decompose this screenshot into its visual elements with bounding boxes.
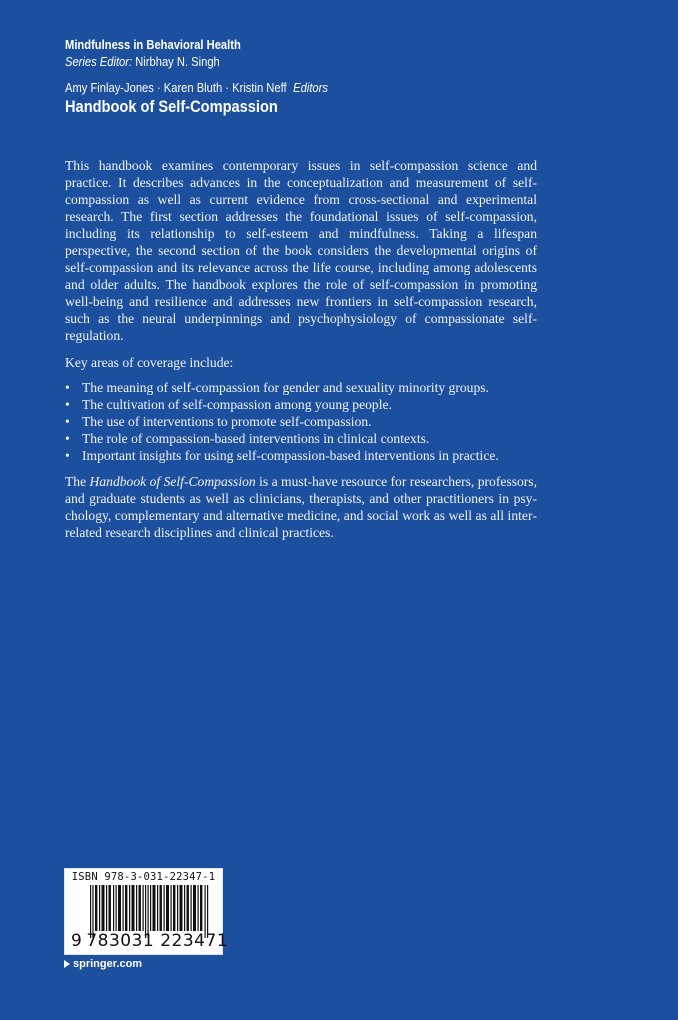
- book-description: [65, 157, 537, 541]
- publisher-link-text[interactable]: springer.com: [73, 958, 143, 970]
- bullet-icon: •: [65, 431, 70, 446]
- closing-paragraph: The Handbook of Self-Compassion is a must-have resource for researchers, professors, and graduate students as well as clinicians, therapists, and other practitioners in psychology, complementary and alternative medicine, and social work as well as all interrelated research disciplines and clinical practices.: [65, 474, 537, 540]
- bullet-icon: •: [65, 380, 70, 395]
- series-title: Mindfulness in Behavioral Health: [65, 37, 241, 52]
- series-editor: [65, 53, 328, 70]
- bullet-icon: •: [65, 414, 70, 429]
- key-areas-list: [65, 379, 537, 464]
- editor-names: Amy Finlay-Jones · Karen Bluth · Kristin Neff: [65, 80, 287, 95]
- bullet-icon: •: [65, 397, 70, 412]
- isbn-barcode-box: [64, 868, 229, 955]
- key-areas-label: Key areas of coverage include:: [65, 355, 234, 370]
- editors-role: Editors: [293, 80, 328, 95]
- book-editors: [65, 79, 328, 96]
- intro-paragraph: This handbook examines contemporary issues in self-compassion science and practice. It describes advances in the conceptualization and measurement of self-compassion as well as current evidence from cross-sectional and experimental research. The first section addresses the foundational issues of self-compassion, including its relationship to self-esteem and mindfulness. Taking a lifespan perspective, the second section of the book considers the developmental origins of self-compassion and its relevance across the life course, including among adolescents and older adults. The handbook explores the role of self-compassion in promoting well-being and resilience and addresses new frontiers in self-compassion research, such as the neural underpinnings and psychophysiology of compassionate self-regulation.: [65, 158, 537, 343]
- series-editor-label: Series Editor:: [65, 54, 133, 69]
- list-item: • The use of interventions to promote self-compassion.: [65, 414, 372, 429]
- series-editor-name: Nirbhay N. Singh: [135, 54, 220, 69]
- barcode-digits: 9 783031 223471: [71, 931, 229, 951]
- list-item: • The meaning of self-compassion for gender and sexuality minority groups.: [65, 380, 489, 395]
- list-item: • The cultivation of self-compassion among young people.: [65, 397, 392, 412]
- publisher-link[interactable]: [64, 958, 142, 970]
- closing-book-title: Handbook of Self-Compassion: [89, 474, 256, 489]
- book-title: Handbook of Self-Compassion: [65, 97, 278, 116]
- triangle-right-icon: [64, 960, 70, 968]
- bullet-icon: •: [65, 448, 70, 463]
- isbn-label: ISBN 978-3-031-22347-1: [71, 871, 216, 883]
- cover-header: [65, 36, 371, 118]
- list-item: • The role of compassion-based interventions in clinical contexts.: [65, 431, 430, 446]
- list-item: • Important insights for using self-compassion-based interventions in practice.: [65, 448, 499, 463]
